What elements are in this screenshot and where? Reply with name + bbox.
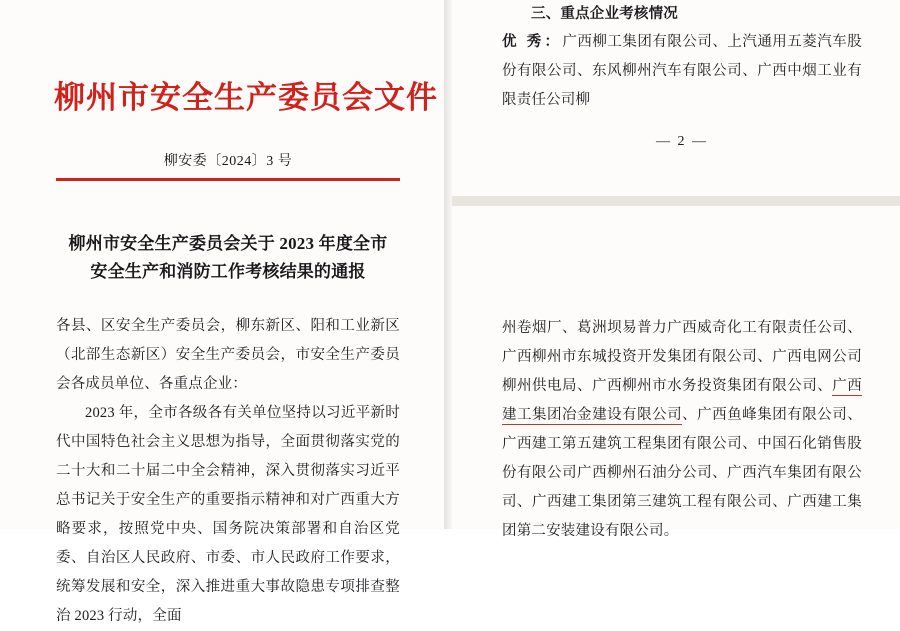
subject-line-2: 安全生产和消防工作考核结果的通报 — [90, 262, 366, 281]
document-subject — [58, 230, 398, 286]
recipients-paragraph: 各县、区安全生产委员会，柳东新区、阳和工业新区（北部生态新区）安全生产委员会，市安全生产委员会各成员单位、各重点企业： — [56, 318, 400, 392]
right-bottom-document-sheet — [452, 206, 900, 539]
continued-company-list — [502, 314, 862, 546]
excellent-label: 优 秀： — [502, 34, 563, 50]
excellent-paragraph-line — [502, 28, 862, 115]
left-document-sheet — [0, 0, 452, 624]
highlighted-company-name: 广西建工集团冶金建设有限公司 — [502, 378, 862, 423]
continued-text-part-1: 州卷烟厂、葛洲坝易普力广西威奇化工有限责任公司、广西柳州市东城投资开发集团有限公司、广西电网公司柳州供电局、广西柳州市水务投资集团有限公司、 — [502, 320, 862, 394]
section-heading — [502, 0, 862, 29]
document-title: 柳州市安全生产委员会文件 — [54, 80, 438, 115]
page-number: — 2 — — [656, 134, 708, 149]
left-body-text — [56, 312, 400, 631]
left-content-area — [54, 0, 438, 624]
red-divider-rule — [56, 178, 400, 181]
document-number: 柳安委〔2024〕3 号 — [163, 154, 293, 169]
subject-line-1: 柳州市安全生产委员会关于 2023 年度全市 — [68, 234, 388, 253]
section-heading-text: 三、重点企业考核情况 — [531, 6, 678, 22]
continued-paragraph — [502, 314, 862, 546]
continued-text-part-2: 、广西鱼峰集团有限公司、广西建工第五建筑工程集团有限公司、中国石化销售股份有限公司广西柳州石油分公司、广西汽车集团有限公司、广西建工集团第三建筑工程有限公司、广西建工集团第二安装建设有限公司。 — [502, 407, 862, 539]
body-paragraph: 2023 年，全市各级各有关单位坚持以习近平新时代中国特色社会主义思想为指导，全面贯彻落实党的二十大和二十届二中全会精神，深入贯彻落实习近平总书记关于安全生产的重要指示精神和对广西重大方略要求，按照党中央、国务院决策部署和自治区党委、自治区人民政府、市委、市人民政府工作要求，统筹发展和安全，深入推进重大事故隐患专项排查整治 2023 行动，全面 — [56, 405, 400, 624]
right-top-document-sheet — [452, 0, 900, 198]
excellent-enterprises-paragraph — [502, 28, 862, 115]
excellent-company-list: 广西柳工集团有限公司、上汽通用五菱汽车股份有限公司、东风柳州汽车有限公司、广西中烟工业有限责任公司柳 — [502, 34, 863, 108]
